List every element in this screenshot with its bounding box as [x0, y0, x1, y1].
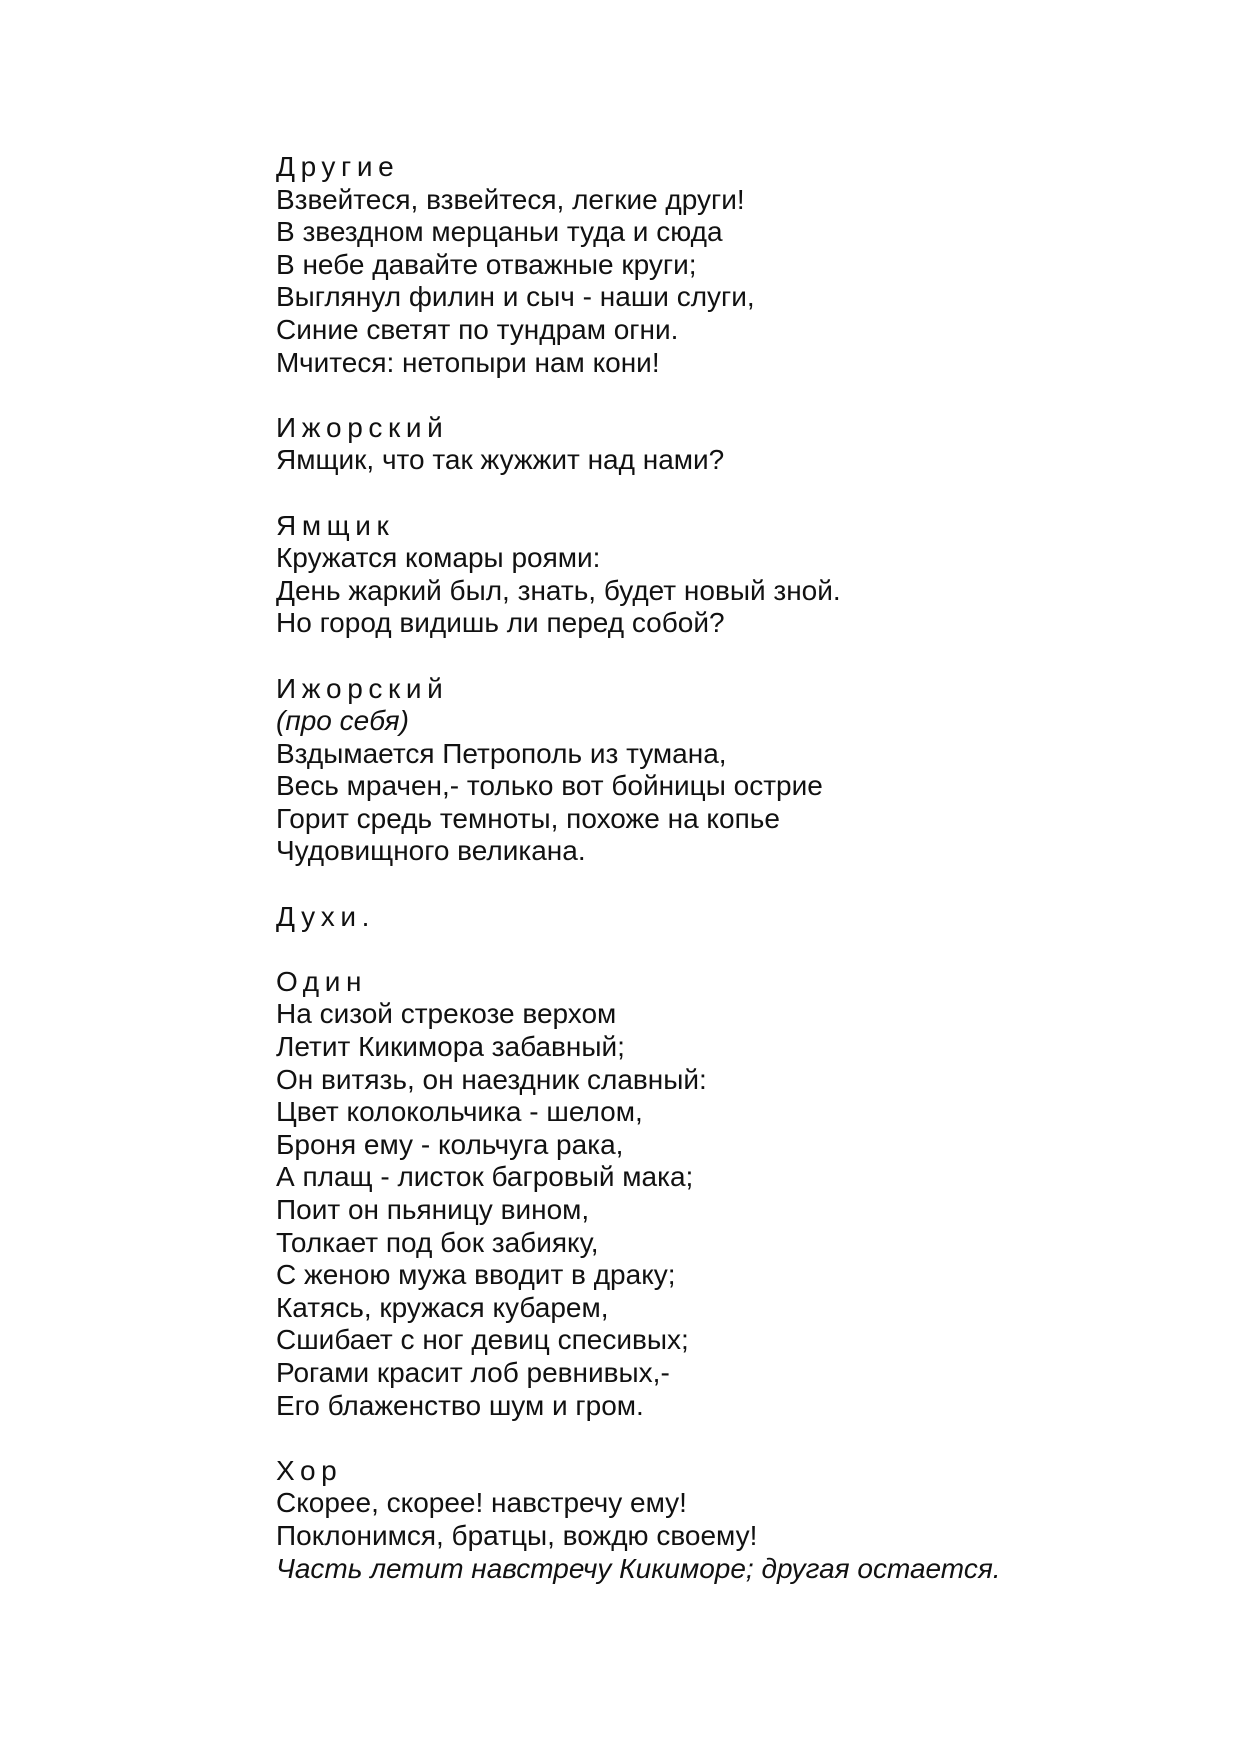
verse-line: Взвейтеся, взвейтеся, легкие други! — [276, 183, 745, 215]
block-khor — [276, 1455, 1176, 1585]
speaker-name: Другие — [276, 151, 400, 182]
verse-line: Вздымается Петрополь из тумана, — [276, 737, 727, 769]
verse-line: Толкает под бок забияку, — [276, 1226, 599, 1258]
verse-line: А плащ - листок багровый мака; — [276, 1161, 694, 1193]
verse-line: Рогами красит лоб ревнивых,- — [276, 1356, 670, 1388]
verse-line: Летит Кикимора забавный; — [276, 1031, 625, 1063]
verse-line: Он витязь, он наездник славный: — [276, 1063, 707, 1095]
verse-line: Синие светят по тундрам огни. — [276, 313, 679, 345]
speaker-name: Ижорский — [276, 672, 449, 704]
verse-line: Броня ему - кольчуга рака, — [276, 1128, 624, 1160]
block-odin — [276, 966, 1176, 1422]
verse-line: Его блаженство шум и гром. — [276, 1389, 644, 1421]
speaker-name: Хор — [276, 1454, 343, 1486]
verse-line: Ямщик, что так жужжит над нами? — [276, 444, 725, 476]
speaker-name: Ямщик — [276, 509, 395, 541]
stage-remark: (про себя) — [276, 705, 409, 737]
verse-line: День жаркий был, знать, будет новый зной. — [276, 574, 841, 606]
verse-line: Скорее, скорее! навстречу ему! — [276, 1487, 687, 1519]
verse-line: Выглянул филин и сыч - наши слуги, — [276, 281, 755, 313]
verse-line: Мчитеся: нетопыри нам кони! — [276, 346, 660, 378]
verse-line: Поклонимся, братцы, вождю своему! — [276, 1519, 758, 1551]
verse-line: Поит он пьяницу вином, — [276, 1194, 590, 1225]
speaker-name: Ижорский — [276, 411, 449, 443]
speaker-name: Духи. — [276, 900, 375, 932]
stage-direction: Часть летит навстречу Кикиморе; другая остается. — [276, 1552, 1001, 1584]
verse-line: Чудовищного великана. — [276, 835, 586, 867]
verse-line: В небе давайте отважные круги; — [276, 248, 697, 280]
verse-line: Сшибает с ног девиц спесивых; — [276, 1324, 689, 1356]
verse-line: С женою мужа вводит в драку; — [276, 1259, 676, 1291]
verse-line: В звездном мерцаньи туда и сюда — [276, 216, 723, 248]
block-drugie — [276, 151, 1176, 379]
verse-line: Цвет колокольчика - шелом, — [276, 1096, 643, 1128]
verse-line: Весь мрачен,- только вот бойницы острие — [276, 770, 823, 802]
verse-line: Горит средь темноты, похоже на копье — [276, 802, 780, 834]
block-yamshchik — [276, 510, 1176, 640]
play-text — [276, 151, 1176, 1618]
verse-line: Кружатся комары роями: — [276, 542, 601, 574]
verse-line: На сизой стрекозе верхом — [276, 998, 617, 1030]
block-izhorsky-1 — [276, 412, 1176, 477]
verse-line: Катясь, кружася кубарем, — [276, 1291, 609, 1323]
speaker-name: Один — [276, 965, 368, 997]
verse-line: Но город видишь ли перед собой? — [276, 607, 725, 639]
block-dukhi — [276, 901, 1176, 934]
block-izhorsky-2 — [276, 673, 1176, 869]
